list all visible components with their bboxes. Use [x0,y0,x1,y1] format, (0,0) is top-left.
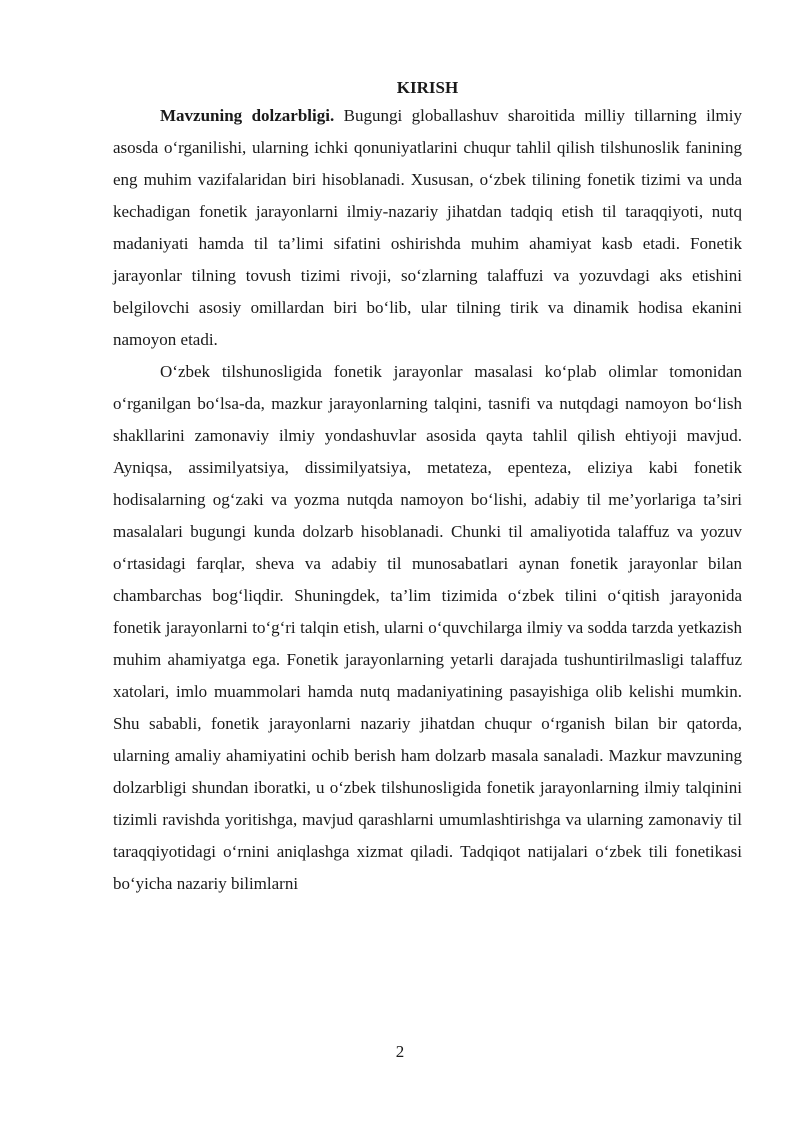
paragraph-lead: Mavzuning dolzarbligi. [160,106,335,125]
paragraph-relevance [113,100,742,356]
page-title: KIRISH [396,78,459,97]
paragraph-second: O‘zbek tilshunosligida fonetik jarayonlar masalasi ko‘plab olimlar tomonidan o‘rganilgan bo‘lsa-da, mazkur jarayonlarning talqini, tasnifi va nutqdagi namoyon bo‘lish shakllarini zamonaviy ilmiy yondashuvlar asosida qayta tahlil qilish ehtiyoji mavjud. Ayniqsa, assimilyatsiya, dissimilyatsiya, metateza, epenteza, eliziya kabi fonetik hodisalarning og‘zaki va yozma nutqda namoyon bo‘lishi, adabiy til me’yorlariga ta’siri masalalari bugungi kunda dolzarb hisoblanadi. Chunki til amaliyotida talaffuz va yozuv o‘rtasidagi farqlar, sheva va adabiy til munosabatlari aynan fonetik jarayonlar bilan chambarchas bog‘liqdir. Shuningdek, ta’lim tizimida o‘zbek tilini o‘qitish jarayonida fonetik jarayonlarni to‘g‘ri talqin etish, ularni o‘quvchilarga ilmiy va sodda tarzda yetkazish muhim ahamiyatga ega. Fonetik jarayonlarning yetarli darajada tushuntirilmasligi talaffuz xatolari, imlo muammolari hamda nutq madaniyatining pasayishiga olib kelishi mumkin. Shu sababli, fonetik jarayonlarni nazariy jihatdan chuqur o‘rganish bilan bir qatorda, ularning amaliy ahamiyatini ochib berish ham dolzarb masala sanaladi. Mazkur mavzuning dolzarbligi shundan iboratki, u o‘zbek tilshunosligida fonetik jarayonlarning ilmiy talqinini tizimli ravishda yoritishga, mavjud qarashlarni umumlashtirishga va ularning zamonaviy til taraqqiyotidagi o‘rnini aniqlashga xizmat qiladi. Tadqiqot natijalari o‘zbek tili fonetikasi bo‘yicha nazariy bilimlarni [113,362,742,893]
paragraph-body: Bugungi globallashuv sharoitida milliy tillarning ilmiy asosda o‘rganilishi, ularning ichki qonuniyatlarini chuqur tahlil qilish tilshunoslik fanining eng muhim vazifalaridan biri hisoblanadi. Xususan, o‘zbek tilining fonetik tizimi va unda kechadigan fonetik jarayonlarni ilmiy-nazariy jihatdan tadqiq etish til taraqqiyoti, nutq madaniyati hamda til ta’limi sifatini oshirishda muhim ahamiyat kasb etadi. Fonetik jarayonlar tilning tovush tizimi rivoji, so‘zlarning talaffuzi va yozuvdagi aks etishini belgilovchi asosiy omillardan biri bo‘lib, ular tilning tirik va dinamik hodisa ekanini namoyon etadi. [113,106,742,349]
document-page [113,72,742,900]
page-number: 2 [395,1042,405,1061]
